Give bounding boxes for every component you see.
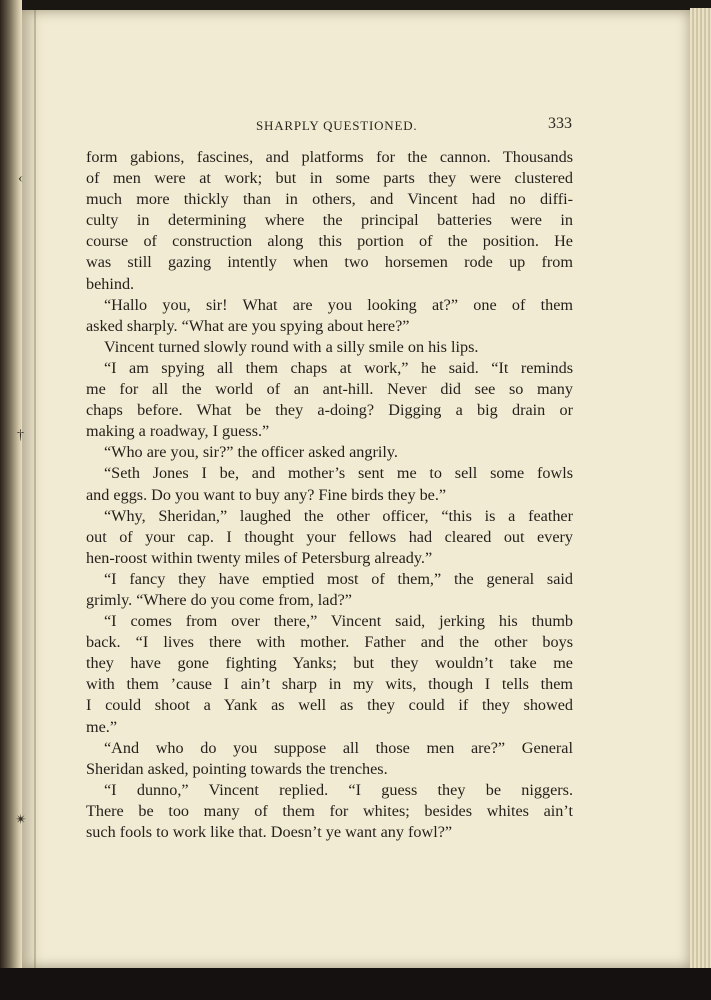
- text-line: form gabions, fascines, and platforms for the cannon. Thousands: [86, 148, 573, 166]
- text-line: culty in determining where the principal batteries were in: [86, 211, 573, 230]
- text-line: “I fancy they have emptied most of them,” the general said: [104, 569, 573, 588]
- text-line: I could shoot a Yank as well as they could if they showed: [86, 696, 573, 715]
- bottom-edge: [0, 968, 711, 1000]
- text-line: “Who are you, sir?” the officer asked angrily.: [104, 443, 398, 462]
- gutter-line: [34, 10, 36, 968]
- text-line: making a roadway, I guess.”: [86, 422, 270, 441]
- text-line: out of your cap. I thought your fellows had cleared out every: [86, 527, 573, 546]
- page-header: [86, 115, 572, 137]
- text-line: asked sharply. “What are you spying about here?”: [86, 316, 410, 335]
- text-line: grimly. “Where do you come from, lad?”: [86, 590, 352, 609]
- text-line: There be too many of them for whites; besides whites ain’t: [86, 801, 573, 820]
- text-line: back. “I lives there with mother. Father and the other boys: [86, 633, 573, 652]
- text-line: me.”: [86, 717, 118, 736]
- text-line: “Why, Sheridan,” laughed the other officer, “this is a feather: [104, 506, 573, 525]
- text-line: and eggs. Do you want to buy any? Fine birds they be.”: [86, 485, 447, 504]
- text-line: with them ’cause I ain’t sharp in my wits, though I tells them: [86, 675, 573, 694]
- text-line: hen-roost within twenty miles of Petersburg already.”: [86, 548, 433, 567]
- text-line: “I dunno,” Vincent replied. “I guess they be niggers.: [104, 780, 573, 799]
- text-line: such fools to work like that. Doesn’t ye want any fowl?”: [86, 823, 453, 841]
- text-line: “I am spying all them chaps at work,” he said. “It reminds: [104, 358, 573, 377]
- text-line: behind.: [86, 274, 135, 293]
- margin-mark-icon: ✴: [15, 813, 27, 828]
- text-line: “Hallo you, sir! What are you looking at?” one of them: [104, 295, 573, 314]
- text-line: was still gazing intently when two horsemen rode up from: [86, 253, 573, 272]
- page-number: 333: [548, 115, 572, 132]
- text-line: “I comes from over there,” Vincent said, jerking his thumb: [104, 612, 573, 631]
- text-line: Sheridan asked, pointing towards the trenches.: [86, 759, 388, 778]
- text-line: Vincent turned slowly round with a silly smile on his lips.: [104, 337, 479, 356]
- text-line: they have gone fighting Yanks; but they wouldn’t take me: [86, 654, 573, 673]
- text-line: of men were at work; but in some parts they were clustered: [86, 169, 573, 188]
- margin-mark-icon: †: [17, 428, 24, 443]
- text-line: chaps before. What be they a-doing? Digging a big drain or: [86, 401, 573, 420]
- text-line: much more thickly than in others, and Vincent had no diffi-: [86, 190, 573, 209]
- margin-mark-icon: ‹: [18, 171, 23, 186]
- page-edges: [690, 8, 711, 970]
- running-head: SHARPLY QUESTIONED.: [256, 118, 418, 133]
- text-line: “Seth Jones I be, and mother’s sent me to sell some fowls: [104, 464, 573, 483]
- body-text: [86, 147, 573, 843]
- text-line: course of construction along this portion of the position. He: [86, 232, 573, 251]
- text-line: “And who do you suppose all those men are?” General: [104, 738, 573, 757]
- text-line: me for all the world of an ant-hill. Never did see so many: [86, 380, 573, 399]
- book-spine-shadow: [0, 0, 22, 1000]
